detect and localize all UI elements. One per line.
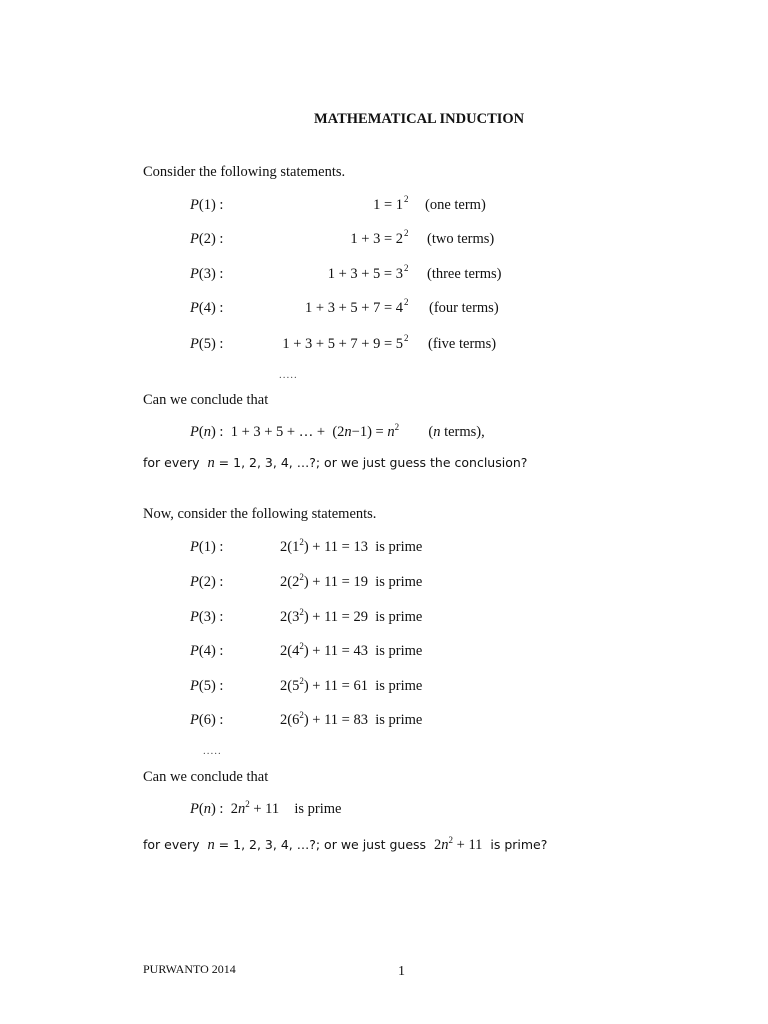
page-title: MATHEMATICAL INDUCTION	[314, 111, 525, 127]
general-p-label: P	[190, 424, 199, 440]
statement-expression: $2(6^2) + 11 = 83$ is prime	[280, 710, 423, 728]
statement-note: (four terms)	[429, 300, 499, 316]
statement-label: P(4) :	[190, 300, 224, 316]
statement-expression: $2(5^2) + 11 = 61$ is prime	[280, 676, 423, 694]
statement-label: P(6) :	[190, 712, 224, 728]
statement-exponent: 2	[404, 263, 409, 273]
statement-note: (one term)	[425, 197, 486, 213]
statement-label: P(2) :	[190, 574, 224, 590]
page-number: 1	[398, 964, 405, 979]
statement-equation: 1 + 3 + 5 = 3	[327, 266, 403, 282]
statement-note: (five terms)	[428, 336, 497, 352]
section1-general-statement: P(n) : 1 + 3 + 5 + … + $(2n-1) = n^2$ (n terms),	[190, 422, 485, 440]
general-sum: 1 + 3 + 5 +	[230, 424, 296, 440]
statement-label: P(1) :	[190, 197, 224, 213]
statement-exponent: 2	[404, 194, 409, 204]
section1-question: Can we conclude that	[143, 392, 269, 408]
statement-label: P(4) :	[190, 643, 224, 659]
statement-exponent: 2	[404, 297, 409, 307]
statement-label: P(3) :	[190, 609, 224, 625]
statement-equation: 1 + 3 + 5 + 7 = 4	[305, 300, 403, 316]
section2-general-statement: P(n) : $2n^2 + 11$ is prime	[190, 799, 342, 817]
statement-expression: $2(2^2) + 11 = 19$ is prime	[280, 572, 423, 590]
statement-expression: $2(4^2) + 11 = 43$ is prime	[280, 641, 423, 659]
statement-equation: 1 + 3 + 5 + 7 + 9 = 5	[282, 336, 403, 352]
statement-label: P(1) :	[190, 539, 224, 555]
statement-label: P(5) :	[190, 336, 224, 352]
statement-expression: $2(3^2) + 11 = 29$ is prime	[280, 607, 423, 625]
statement-label: P(5) :	[190, 678, 224, 694]
statement-label: P(3) :	[190, 266, 224, 282]
section2-conclusion-line: for every n = 1, 2, 3, 4, …?; or we just guess $2n^2 + 11$ is prime?	[143, 835, 548, 853]
section1-conclusion-line: for every n = 1, 2, 3, 4, …?; or we just guess the conclusion?	[143, 455, 528, 471]
statement-equation: 1 = 1	[373, 197, 403, 213]
section1-intro: Consider the following statements.	[143, 164, 346, 180]
section2-intro: Now, consider the following statements.	[143, 506, 377, 522]
statement-label: P(2) :	[190, 231, 224, 247]
section2-question: Can we conclude that	[143, 769, 269, 785]
statement-equation: 1 + 3 = 2	[350, 231, 403, 247]
section1-ellipsis: .....	[279, 369, 298, 381]
statement-exponent: 2	[404, 333, 409, 343]
statement-expression: $2(1^2) + 11 = 13$ is prime	[280, 537, 423, 555]
section2-ellipsis: .....	[203, 745, 222, 757]
statement-note: (two terms)	[427, 231, 495, 247]
footer-author: PURWANTO 2014	[143, 962, 236, 976]
statement-note: (three terms)	[427, 266, 502, 282]
statement-exponent: 2	[404, 228, 409, 238]
